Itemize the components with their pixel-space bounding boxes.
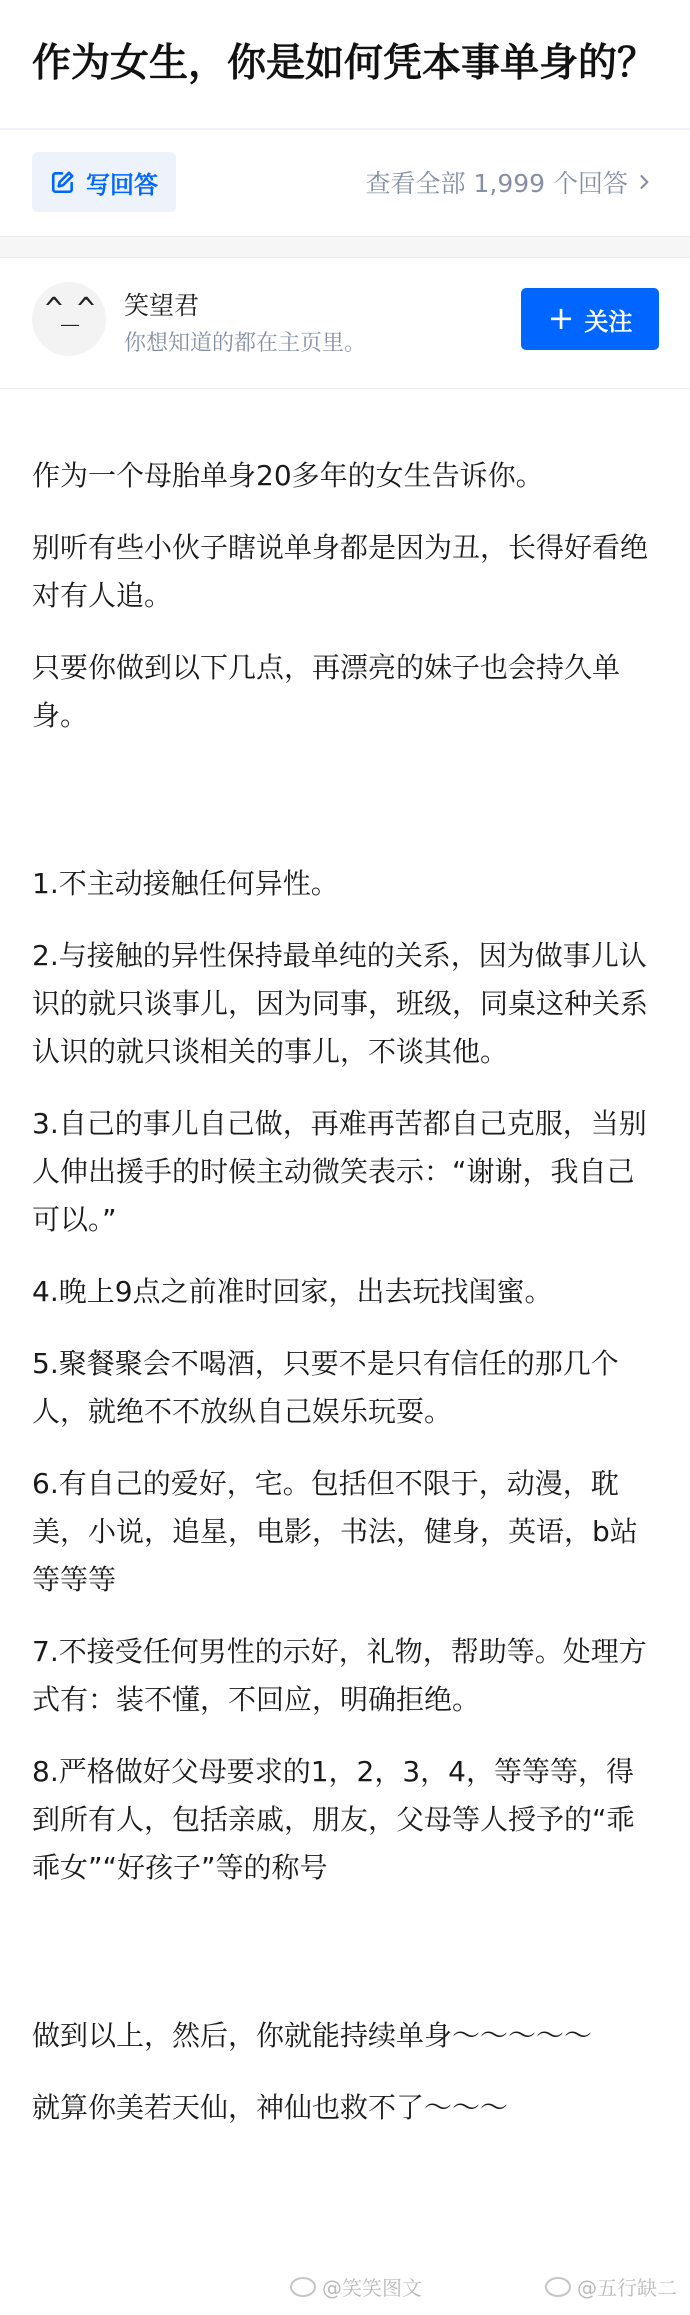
answer-paragraph: 作为一个母胎单身20多年的女生告诉你。 (32, 459, 544, 492)
view-all-label: 查看全部 1,999 个回答 (365, 169, 628, 198)
write-answer-button[interactable] (32, 152, 176, 212)
answer-point: 2.与接触的异性保持最单纯的关系，因为做事儿认识的就只谈事儿，因为同事，班级，同桌这种关系认识的就只谈相关的事儿，不谈其他。 (32, 939, 649, 1068)
answer-point: 4.晚上9点之前准时回家，出去玩找闺蜜。 (32, 1275, 553, 1308)
header-divider (0, 128, 690, 130)
question-title[interactable]: 作为女生，你是如何凭本事单身的？ (32, 41, 657, 86)
follow-button[interactable] (521, 288, 659, 350)
watermark-text: @笑笑图文 (322, 2276, 422, 2300)
pencil-square-icon (50, 169, 76, 195)
author-card (0, 258, 690, 388)
follow-label: 关注 (584, 307, 633, 336)
paragraph-spacer (32, 1916, 652, 2012)
view-all-answers-link[interactable] (366, 152, 654, 212)
write-answer-label: 写回答 (86, 170, 158, 199)
weibo-icon (290, 2277, 316, 2297)
question-header (0, 0, 690, 236)
answer-point: 1.不主动接触任何异性。 (32, 867, 339, 900)
answer-paragraph: 就算你美若天仙，神仙也救不了～～～ (32, 2091, 509, 2124)
watermark-right (545, 2272, 677, 2301)
answer-point: 6.有自己的爱好，宅。包括但不限于，动漫，耽美，小说，追星，电影，书法，健身，英语，b站等等等 (32, 1467, 638, 1596)
weibo-icon (545, 2277, 571, 2297)
plus-icon: + (547, 298, 575, 337)
paragraph-spacer (32, 764, 652, 860)
chevron-right-icon (634, 172, 654, 192)
answer-paragraph: 只要你做到以下几点，再漂亮的妹子也会持久单身。 (32, 651, 621, 732)
answer-body (32, 452, 652, 2156)
avatar-text: ^_^ (44, 292, 94, 327)
watermark-left (290, 2272, 422, 2301)
answer-paragraph: 别听有些小伙子瞎说单身都是因为丑，长得好看绝对有人追。 (32, 531, 649, 612)
answer-point: 8.严格做好父母要求的1，2，3，4，等等等，得到所有人，包括亲戚，朋友，父母等人授予的“乖乖女”“好孩子”等的称号 (32, 1755, 635, 1884)
section-separator (0, 236, 690, 258)
answer-point: 7.不接受任何男性的示好，礼物，帮助等。处理方式有：装不懂，不回应，明确拒绝。 (32, 1635, 647, 1716)
author-divider (0, 388, 690, 389)
avatar[interactable] (32, 282, 106, 356)
answer-paragraph: 做到以上，然后，你就能持续单身～～～～～ (32, 2019, 593, 2052)
answer-point: 3.自己的事儿自己做，再难再苦都自己克服，当别人伸出援手的时候主动微笑表示：“谢谢，我自己可以。” (32, 1107, 647, 1236)
answer-point: 5.聚餐聚会不喝酒，只要不是只有信任的那几个人，就绝不不放纵自己娱乐玩耍。 (32, 1347, 619, 1428)
author-bio: 你想知道的都在主页里。 (124, 331, 367, 356)
watermark-text: @五行缺二 (577, 2276, 677, 2300)
author-name[interactable]: 笑望君 (124, 291, 200, 320)
